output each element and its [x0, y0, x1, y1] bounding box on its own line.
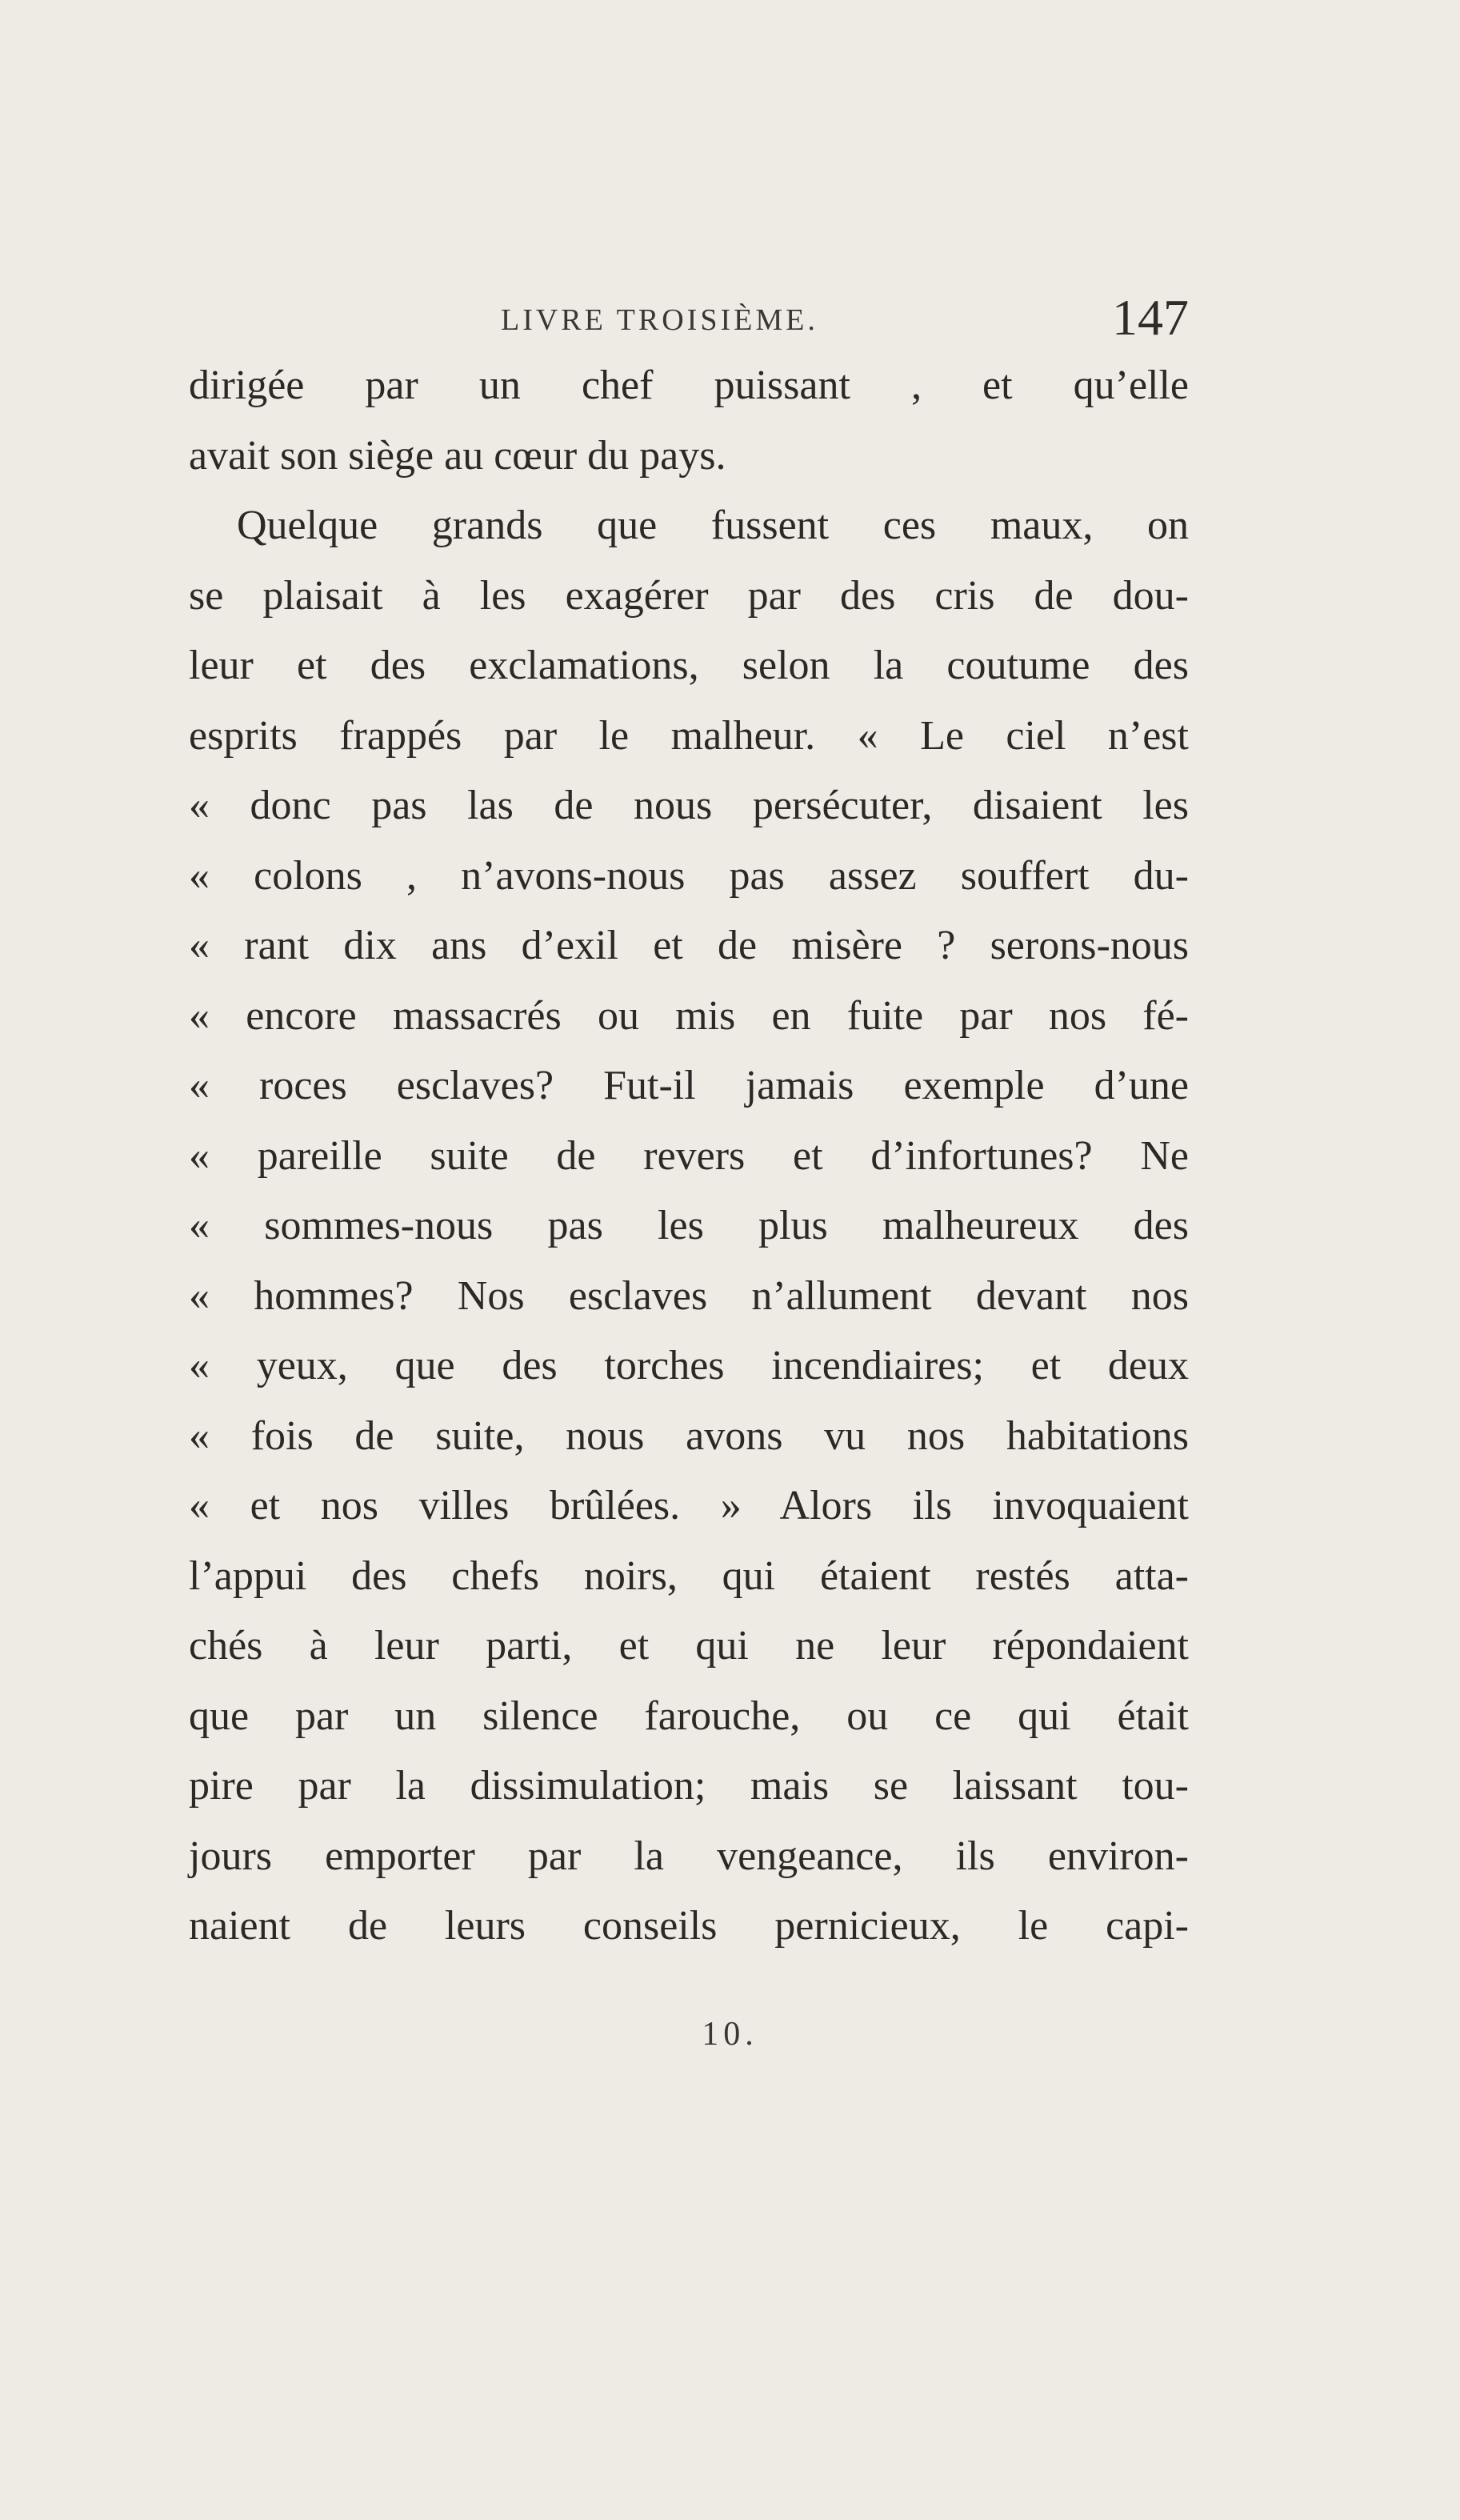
body-text	[189, 351, 1189, 1961]
page-number: 147	[1112, 289, 1189, 346]
text-line: « colons , n’avons-nous pas assez souffert du-	[189, 852, 1189, 899]
text-line: pire par la dissimulation; mais se laissant tou-	[189, 1763, 1189, 1809]
text-line: « roces esclaves? Fut-il jamais exemple d’une	[189, 1063, 1189, 1108]
text-line: que par un silence farouche, ou ce qui était	[189, 1693, 1189, 1739]
text-line: chés à leur parti, et qui ne leur répondaient	[189, 1623, 1189, 1669]
text-line: avait son siège au cœur du pays.	[189, 432, 726, 479]
text-line: « encore massacrés ou mis en fuite par nos fé-	[189, 992, 1189, 1039]
text-line: se plaisait à les exagérer par des cris de dou-	[189, 572, 1189, 619]
text-line: jours emporter par la vengeance, ils environ-	[189, 1833, 1189, 1879]
text-line: esprits frappés par le malheur. « Le ciel n’est	[189, 712, 1189, 759]
text-line: l’appui des chefs noirs, qui étaient restés atta-	[189, 1552, 1189, 1599]
running-head: LIVRE TROISIÈME.	[501, 303, 818, 337]
text-line: leur et des exclamations, selon la coutume des	[189, 643, 1189, 688]
signature-mark: 10.	[702, 2016, 758, 2053]
text-line: naient de leurs conseils pernicieux, le capi-	[189, 1903, 1189, 1949]
page-header	[189, 289, 1189, 346]
text-line: « rant dix ans d’exil et de misère ? serons-nous	[189, 923, 1189, 968]
text-line: Quelque grands que fussent ces maux, on	[237, 503, 1189, 548]
text-line: « yeux, que des torches incendiaires; et deux	[189, 1343, 1189, 1388]
text-line: « fois de suite, nous avons vu nos habitations	[189, 1412, 1189, 1459]
text-line: « sommes-nous pas les plus malheureux des	[189, 1203, 1189, 1248]
text-line: « hommes? Nos esclaves n’allument devant nos	[189, 1272, 1189, 1319]
text-line: dirigée par un chef puissant , et qu’elle	[189, 363, 1189, 408]
text-line: « et nos villes brûlées. » Alors ils invoquaient	[189, 1483, 1189, 1528]
text-line: « pareille suite de revers et d’infortunes? Ne	[189, 1132, 1189, 1179]
text-line: « donc pas las de nous persécuter, disaient les	[189, 783, 1189, 828]
